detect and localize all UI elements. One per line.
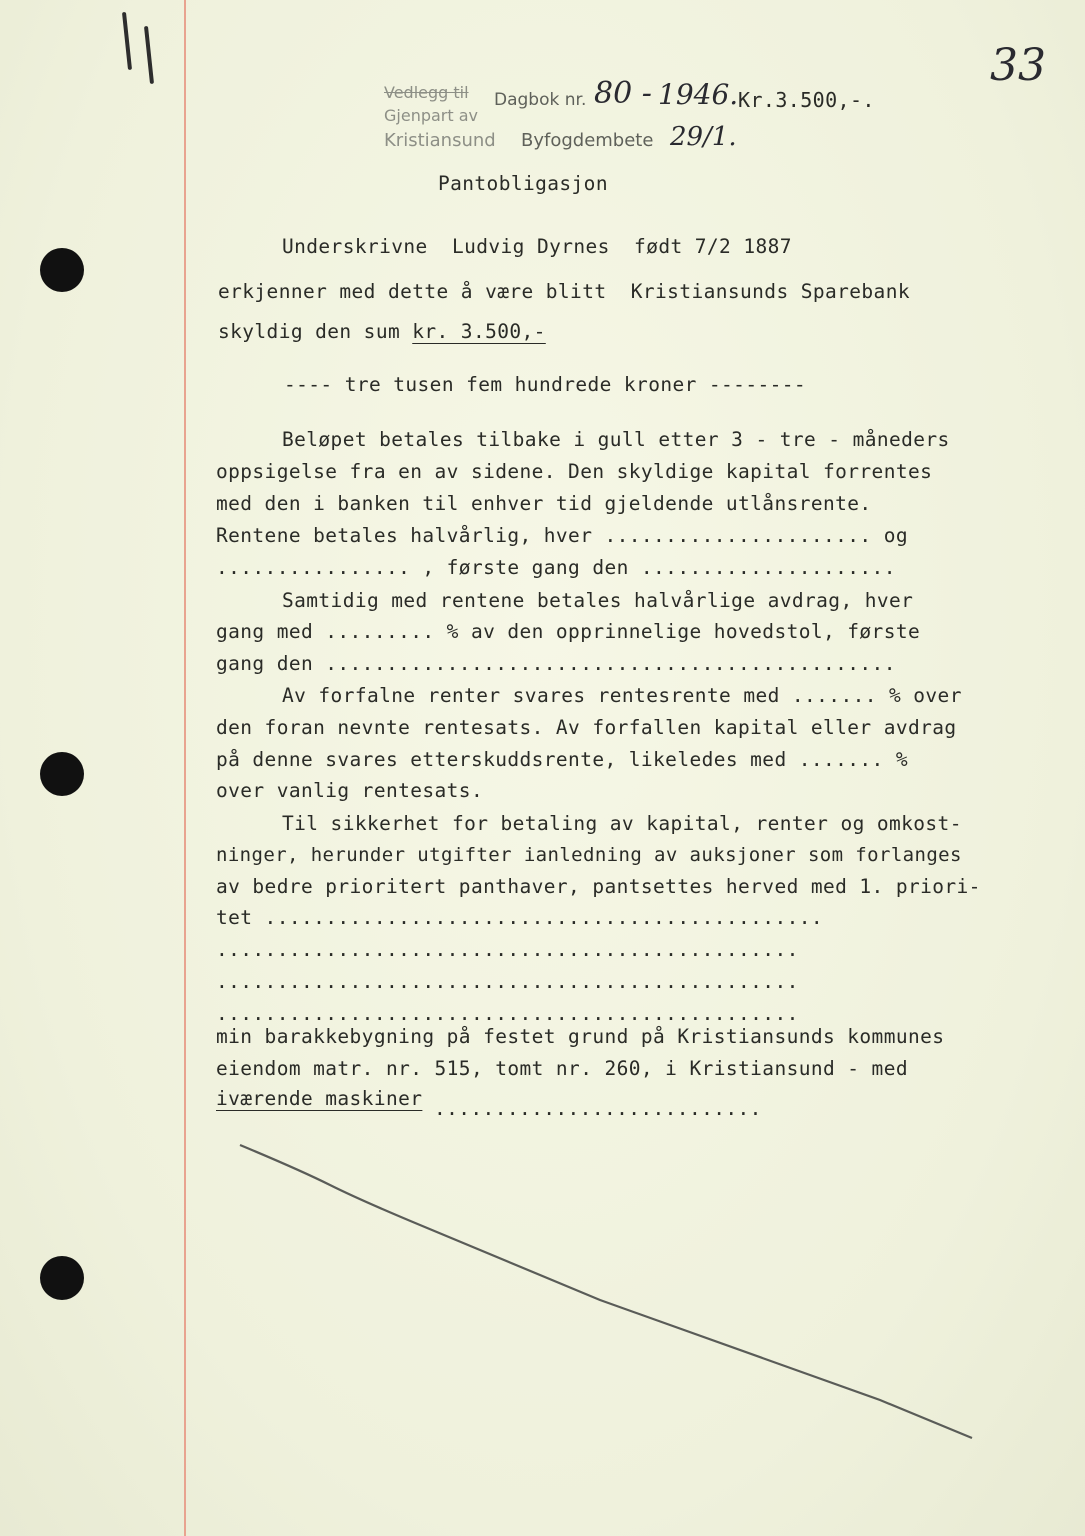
- text-line-11: gang med ......... % av den opprinnelige hovedstol, første: [216, 620, 921, 643]
- text-line-9: ................ , første gang den .....................: [216, 556, 896, 579]
- text-line-2: erkjenner med dette å være blitt Kristiansunds Sparebank: [218, 280, 910, 303]
- text-line-6: oppsigelse fra en av sidene. Den skyldige kapital forrentes: [216, 460, 933, 483]
- text-line-22: ................................................: [216, 970, 799, 993]
- text-line-8: Rentene betales halvårlig, hver ...................... og: [216, 524, 908, 547]
- document-title: Pantobligasjon: [438, 172, 608, 195]
- text-line-1: Underskrivne Ludvig Dyrnes født 7/2 1887: [282, 235, 792, 258]
- dagbok-number: 80 -: [594, 76, 652, 111]
- header-amount: Kr.3.500,-.: [738, 88, 875, 112]
- text-line-21: ................................................: [216, 938, 799, 961]
- text-line-18: ninger, herunder utgifter ianledning av auksjoner som forlanges: [216, 844, 962, 866]
- text-line-14: den foran nevnte rentesats. Av forfallen kapital eller avdrag: [216, 716, 957, 739]
- amount-underlined: kr. 3.500,-: [412, 320, 546, 343]
- text-line-5: Beløpet betales tilbake i gull etter 3 - tre - måneders: [282, 428, 950, 451]
- text-line-20: tet ..............................................: [216, 906, 823, 929]
- stamp-byfogdembete: Byfogdembete: [521, 130, 654, 151]
- stamp-dagbok-label: Dagbok nr.: [494, 90, 587, 110]
- text-line-25: eiendom matr. nr. 515, tomt nr. 260, i Kristiansund - med: [216, 1057, 908, 1080]
- trailing-dots: ...........................: [434, 1097, 762, 1120]
- handwritten-date: 29/1.: [670, 122, 737, 152]
- dagbok-year: 1946.: [658, 78, 739, 111]
- text-line-13: Av forfalne renter svares rentesrente med ....... % over: [282, 684, 962, 707]
- text-line-16: over vanlig rentesats.: [216, 779, 484, 802]
- text-line-7: med den i banken til enhver tid gjeldende utlånsrente.: [216, 492, 872, 515]
- text-line-12: gang den ...............................................: [216, 652, 896, 675]
- text-line-23: ................................................: [216, 1002, 799, 1025]
- stamp-kristiansund: Kristiansund: [384, 130, 496, 151]
- page-number: 33: [990, 40, 1046, 91]
- stamp-gjenpart-av: Gjenpart av: [384, 106, 478, 125]
- text-line-4: ---- tre tusen fem hundrede kroner --------: [284, 373, 807, 396]
- text-line-26: iværende maskiner: [216, 1087, 423, 1110]
- text-line-17: Til sikkerhet for betaling av kapital, renter og omkost-: [282, 812, 962, 835]
- text-line-15: på denne svares etterskuddsrente, likeledes med ....... %: [216, 748, 908, 771]
- text-line-10: Samtidig med rentene betales halvårlige avdrag, hver: [282, 589, 914, 612]
- text-line-3: skyldig den sum kr. 3.500,-: [218, 320, 546, 343]
- stamp-vedlegg-til: Vedlegg til: [384, 83, 469, 102]
- text-line-24: min barakkebygning på festet grund på Kristiansunds kommunes: [216, 1025, 945, 1048]
- text-line-19: av bedre prioritert panthaver, pantsettes herved med 1. priori-: [216, 875, 981, 898]
